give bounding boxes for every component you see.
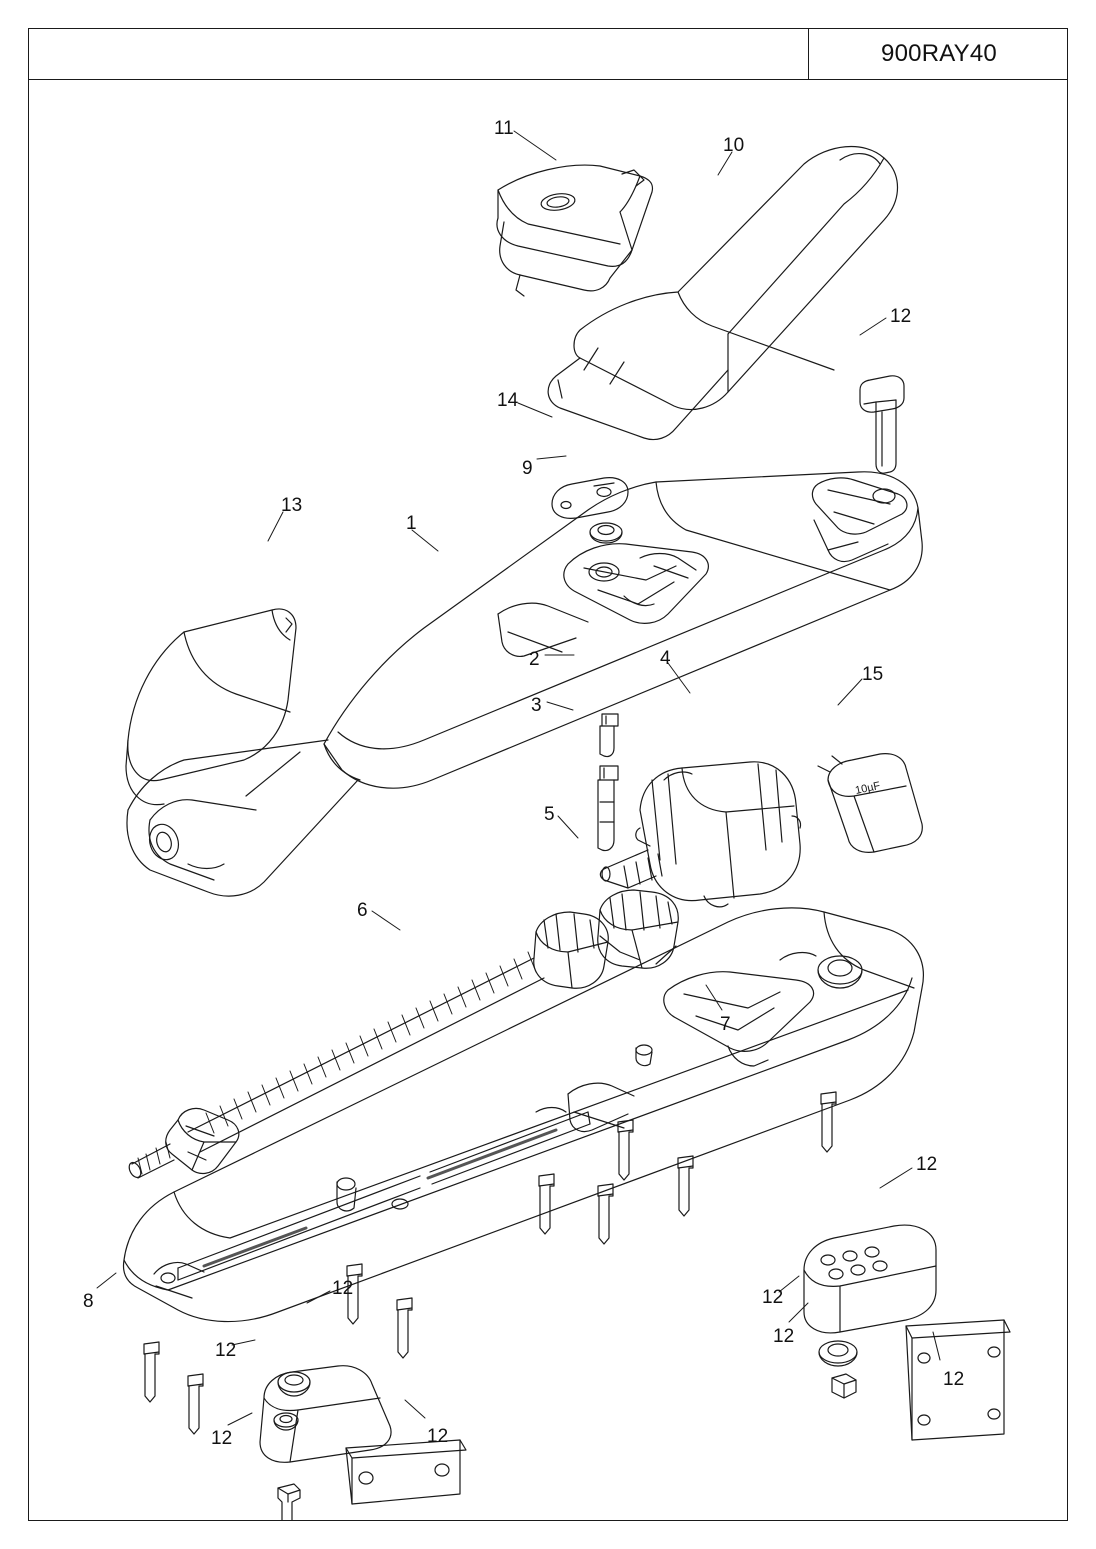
callout-6: 6 xyxy=(357,900,368,921)
part-11-end-cap xyxy=(497,165,653,296)
callout-8: 8 xyxy=(83,1291,94,1312)
part-5-gear xyxy=(598,890,679,968)
part-10-cover xyxy=(548,147,897,440)
callout-12b: 12 xyxy=(916,1154,938,1175)
callout-11: 11 xyxy=(494,118,514,139)
callout-13: 13 xyxy=(281,495,303,516)
part-12-bolt-top xyxy=(860,376,904,473)
callout-12e: 12 xyxy=(773,1326,795,1347)
part-6-lead-screw xyxy=(127,912,608,1179)
part-1-shell-open-end xyxy=(127,740,358,896)
callout-2: 2 xyxy=(529,649,540,670)
callout-12a: 12 xyxy=(890,306,912,327)
callout-15: 15 xyxy=(862,664,884,685)
screw xyxy=(397,1298,412,1358)
screw xyxy=(144,1342,159,1402)
callout-12d: 12 xyxy=(762,1287,784,1308)
callout-10: 10 xyxy=(723,135,745,156)
part-7-lower-housing xyxy=(124,908,924,1322)
callout-4: 4 xyxy=(660,648,671,669)
callout-5: 5 xyxy=(544,804,555,825)
part-14-link-plate xyxy=(552,478,628,519)
callout-12h: 12 xyxy=(211,1428,233,1449)
callout-7: 7 xyxy=(720,1014,731,1035)
callout-12c: 12 xyxy=(332,1278,354,1299)
callout-3: 3 xyxy=(531,695,542,716)
part-15-capacitor xyxy=(818,754,922,853)
screw xyxy=(678,1156,693,1216)
screw xyxy=(188,1374,203,1434)
capacitor-value-text: 10µF xyxy=(854,779,882,797)
part-2-bushing xyxy=(600,714,618,757)
part-3-shaft xyxy=(598,766,618,851)
callout-12i: 12 xyxy=(427,1426,449,1447)
model-code: 900RAY40 xyxy=(881,40,997,67)
callout-12f: 12 xyxy=(215,1340,237,1361)
callout-12g: 12 xyxy=(943,1369,965,1390)
title-divider xyxy=(808,28,809,80)
callout-14: 14 xyxy=(497,390,519,411)
screw xyxy=(539,1174,554,1234)
part-12-right-bracket-group xyxy=(804,1225,1010,1440)
exploded-drawing xyxy=(28,80,1068,1521)
callout-9: 9 xyxy=(522,458,533,479)
screw xyxy=(618,1120,633,1180)
part-9-washer xyxy=(590,523,622,543)
callout-leader-lines xyxy=(97,131,940,1425)
part-4-motor xyxy=(600,762,800,907)
screw xyxy=(821,1092,836,1152)
callout-1: 1 xyxy=(406,513,417,534)
